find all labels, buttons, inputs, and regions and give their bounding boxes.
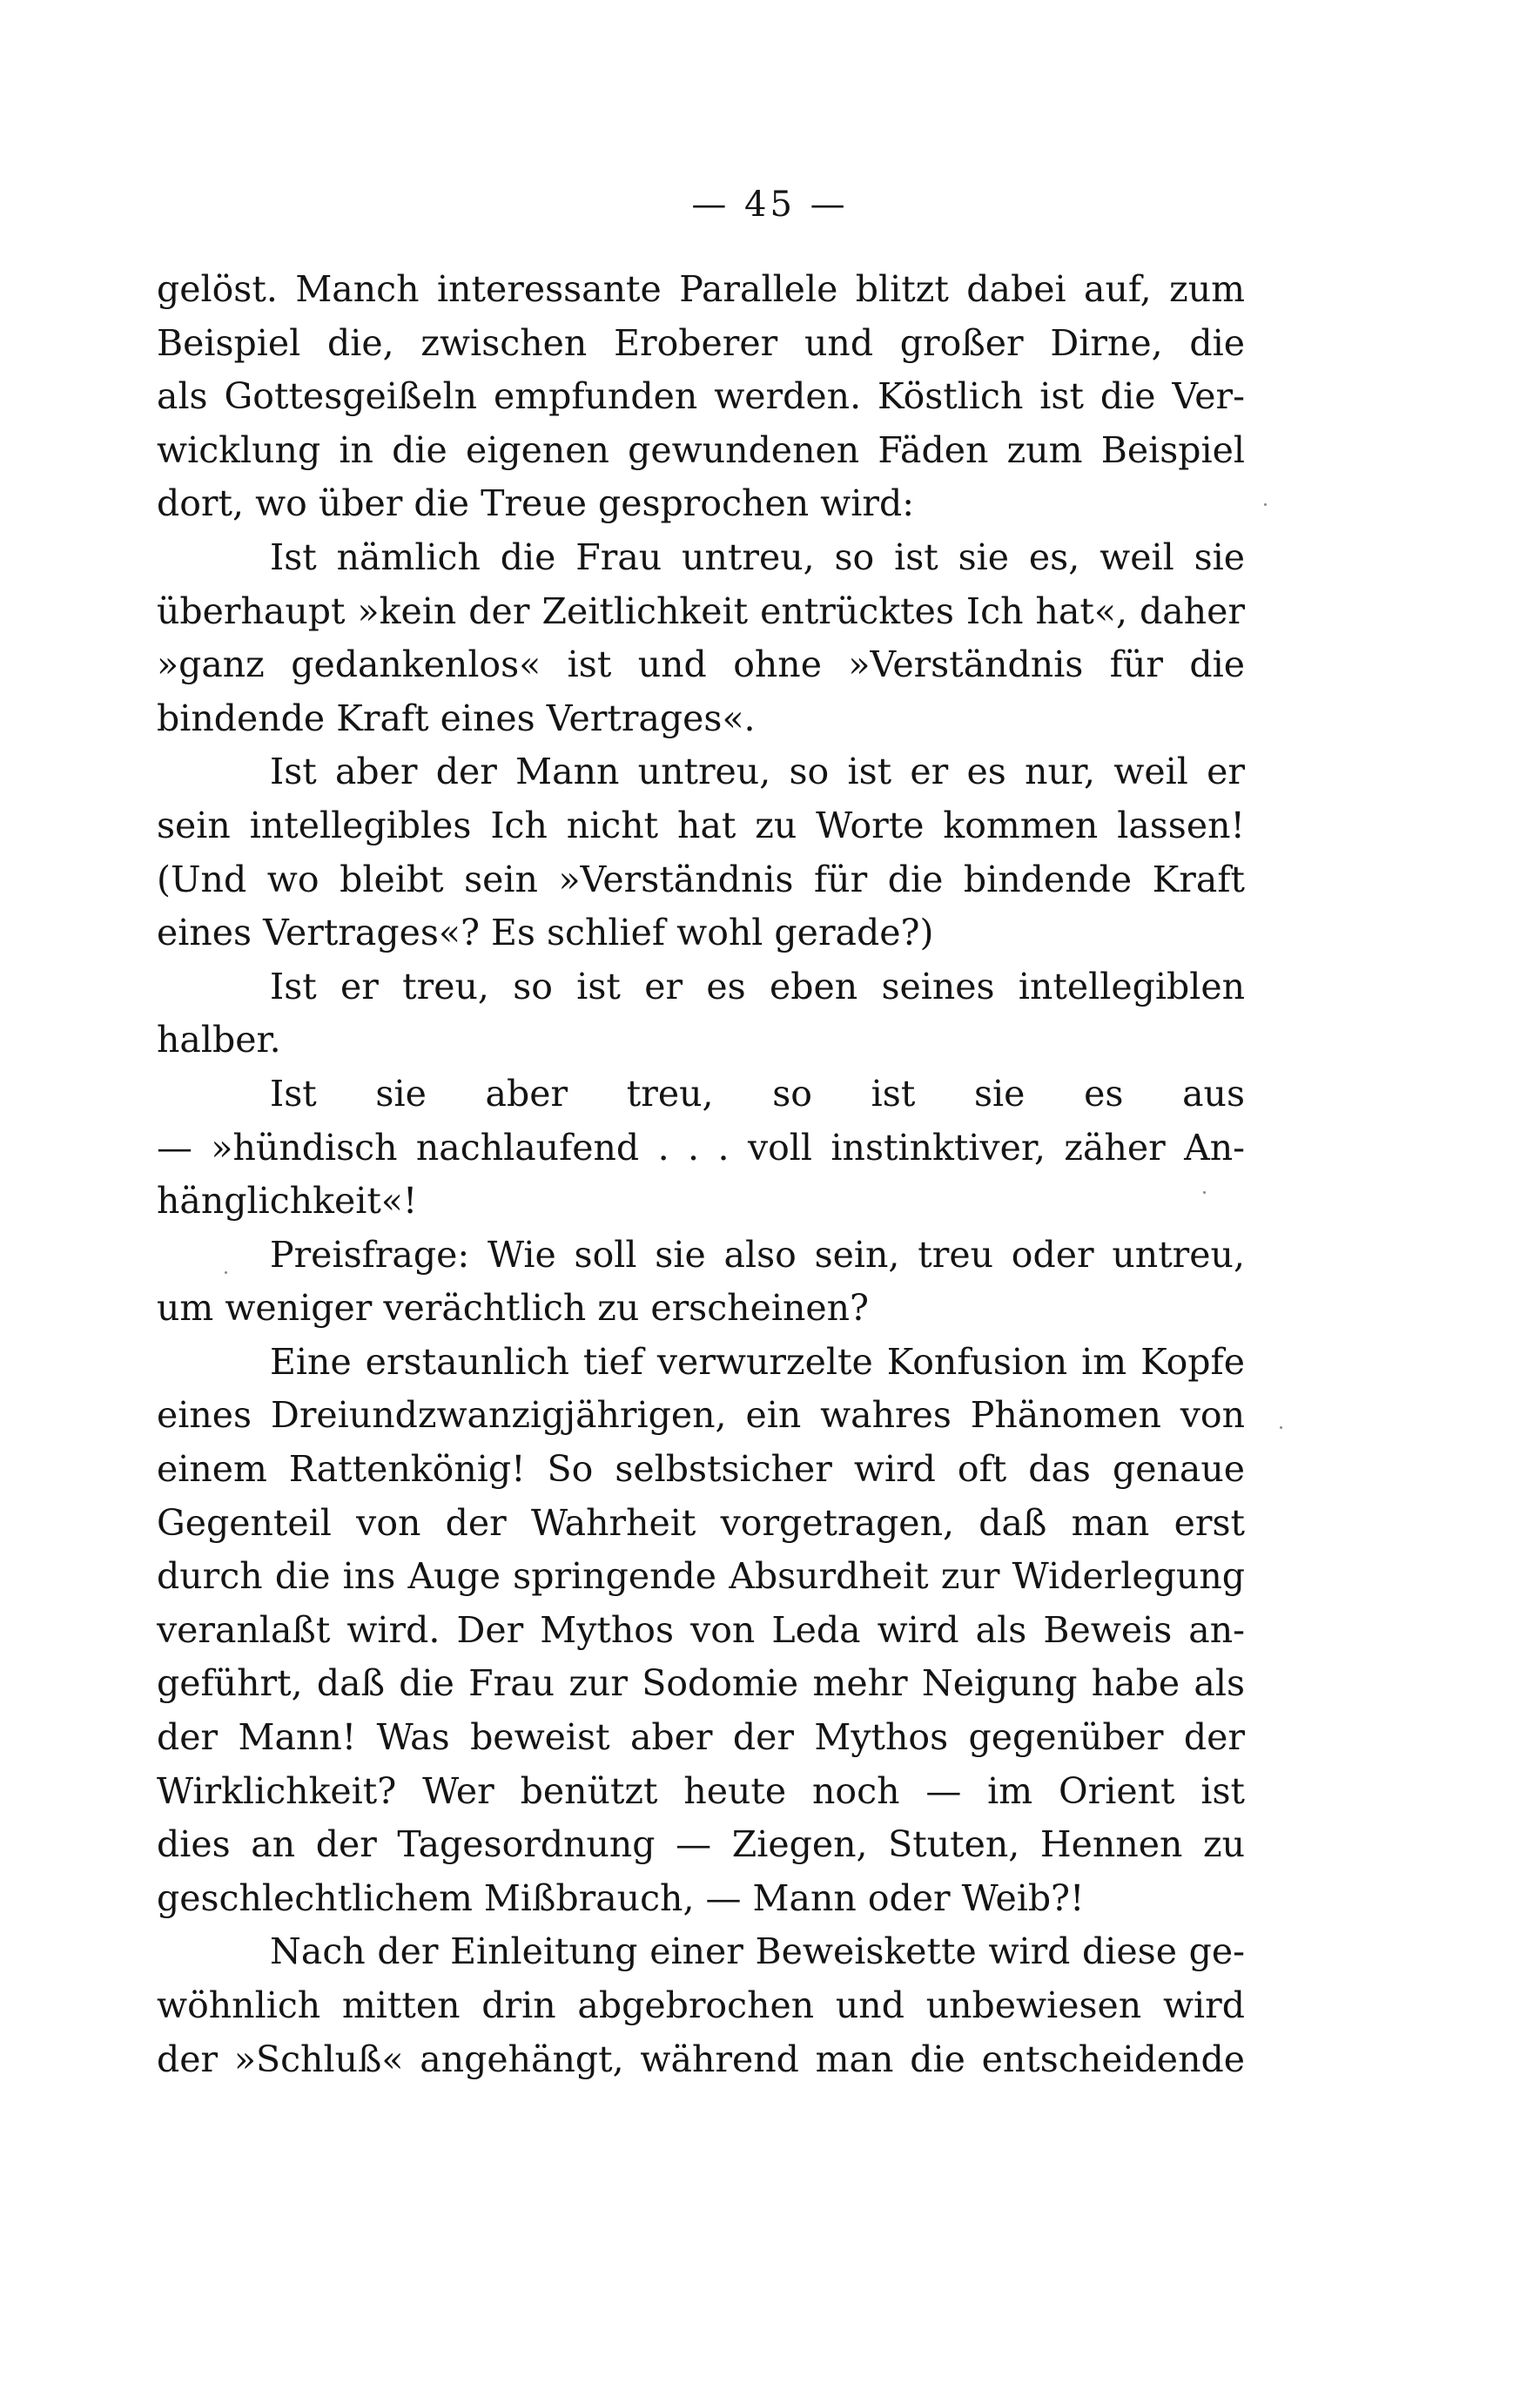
text-line: Eine erstaunlich tief verwurzelte Konfusion im Kopfe (270, 1340, 1245, 1383)
text-line: einem Rattenkönig! So selbstsicher wird oft das genaue (157, 1448, 1245, 1491)
text-line: Wirklichkeit? Wer benützt heute noch — im Orient ist (157, 1769, 1245, 1812)
text-line: der Mann! Was beweist aber der Mythos gegenüber der (157, 1716, 1245, 1759)
text-line: bindende Kraft eines Vertrages«. (157, 697, 756, 739)
text-line: sein intellegibles Ich nicht hat zu Worte kommen lassen! (157, 804, 1245, 846)
text-line: wöhnlich mitten drin abgebrochen und unbewiesen wird (157, 1984, 1245, 2026)
text-line: als Gottesgeißeln empfunden werden. Köstlich ist die Ver- (157, 375, 1245, 418)
text-line: Ist nämlich die Frau untreu, so ist sie es, weil sie (270, 536, 1245, 578)
text-line: um weniger verächtlich zu erscheinen? (157, 1287, 870, 1330)
text-line: durch die ins Auge springende Absurdheit zur Widerlegung (157, 1555, 1245, 1598)
text-line: dort, wo über die Treue gesprochen wird: (157, 482, 915, 525)
text-line: hänglichkeit«! (157, 1180, 418, 1223)
text-line: veranlaßt wird. Der Mythos von Leda wird als Beweis an- (157, 1608, 1245, 1651)
scan-speck (1264, 503, 1267, 506)
text-line: Nach der Einleitung einer Beweiskette wird diese ge- (270, 1930, 1245, 1973)
text-line: eines Dreiundzwanzigjährigen, ein wahres Phänomen von (157, 1394, 1245, 1437)
text-line: geführt, daß die Frau zur Sodomie mehr Neigung habe als (157, 1662, 1245, 1705)
text-line: der »Schluß« angehängt, während man die entscheidende (157, 2038, 1245, 2080)
text-line: — »hündisch nachlaufend . . . voll instinktiver, zäher An- (157, 1126, 1245, 1169)
text-line: wicklung in die eigenen gewundenen Fäden zum Beispiel (157, 428, 1245, 471)
text-line: »ganz gedankenlos« ist und ohne »Verständnis für die (157, 643, 1245, 686)
text-line: Ist sie aber treu, so ist sie es aus (270, 1072, 1245, 1115)
body-text (157, 263, 1245, 2086)
text-line: Ist aber der Mann untreu, so ist er es nur, weil er (270, 751, 1245, 793)
text-line: geschlechtlichem Mißbrauch, — Mann oder Weib?! (157, 1876, 1085, 1919)
text-line: Beispiel die, zwischen Eroberer und großer Dirne, die (157, 321, 1245, 364)
text-line: Ist er treu, so ist er es eben seines intellegiblen (270, 965, 1245, 1007)
text-line: (Und wo bleibt sein »Verständnis für die bindende Kraft (157, 858, 1245, 900)
text-line: halber. (157, 1019, 281, 1061)
scan-speck (1203, 1191, 1206, 1194)
text-line: dies an der Tagesordnung — Ziegen, Stuten, Hennen zu (157, 1823, 1245, 1866)
page-number: — 45 — (691, 185, 849, 225)
scan-speck (225, 1271, 227, 1274)
text-line: gelöst. Manch interessante Parallele blitzt dabei auf, zum (157, 268, 1245, 310)
text-line: Preisfrage: Wie soll sie also sein, treu oder untreu, (270, 1233, 1245, 1276)
text-line: Gegenteil von der Wahrheit vorgetragen, daß man erst (157, 1501, 1245, 1544)
scan-speck (1280, 1426, 1282, 1429)
text-line: eines Vertrages«? Es schlief wohl gerade?) (157, 912, 934, 954)
text-line: überhaupt »kein der Zeitlichkeit entrücktes Ich hat«, daher (157, 589, 1245, 632)
